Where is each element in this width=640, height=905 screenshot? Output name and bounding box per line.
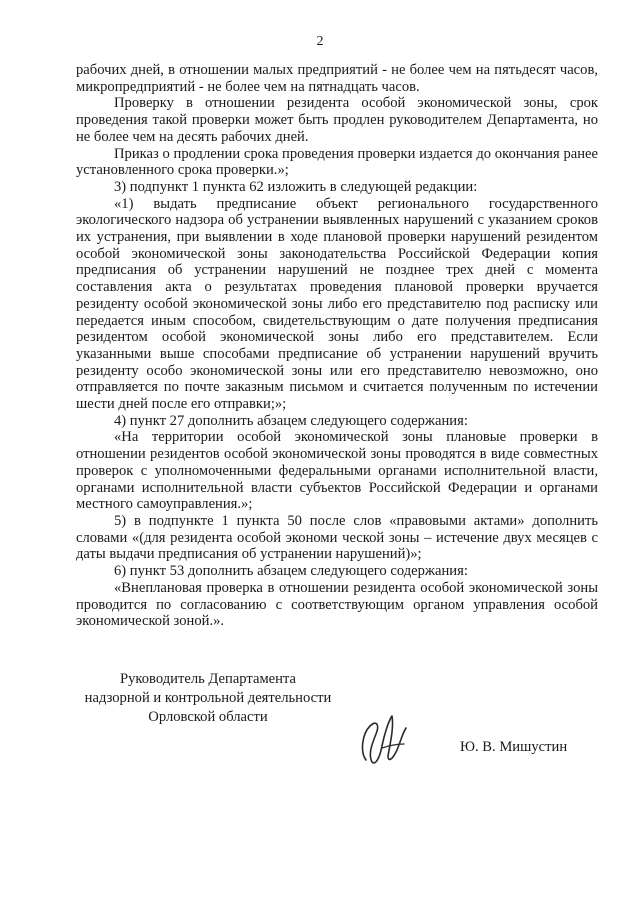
paragraph: рабочих дней, в отношении малых предприятий - не более чем на пятьдесят часов, микропредприятий - не более чем на пятнадцать часов. bbox=[76, 62, 598, 95]
paragraph: 4) пункт 27 дополнить абзацем следующего содержания: bbox=[114, 412, 468, 429]
document-body bbox=[76, 62, 598, 630]
signatory-name: Ю. В. Мишустин bbox=[460, 739, 568, 755]
paragraph: 6) пункт 53 дополнить абзацем следующего содержания: bbox=[114, 563, 468, 580]
paragraph: «Внеплановая проверка в отношении резидента особой экономической зоны проводится по согласованию с соответствующим органом управления особой экономической зоной.». bbox=[76, 579, 598, 630]
paragraph: 3) подпункт 1 пункта 62 изложить в следующей редакции: bbox=[114, 178, 478, 195]
paragraph: Приказ о продлении срока проведения проверки издается до окончания ранее установленного срока проверки.»; bbox=[76, 145, 598, 179]
signatory-title bbox=[58, 670, 358, 727]
paragraph: «На территории особой экономической зоны плановые проверки в отношении резидентов особой экономической зоны проводятся в виде совместных проверок с уполномоченными федеральными органами исполнительной власти, органами исполнительной власти субъектов Российской Федерации и органами местного самоуправления.»; bbox=[76, 429, 598, 513]
signature-block bbox=[0, 670, 640, 790]
page-number: 2 bbox=[316, 34, 324, 49]
signatory-title-line: Руководитель Департамента bbox=[120, 671, 296, 687]
signatory-title-line: надзорной и контрольной деятельности bbox=[84, 690, 332, 706]
paragraph: 5) в подпункте 1 пункта 50 после слов «правовыми актами» дополнить словами «(для резидента особой экономи ческой зоны – истечение двух месяцев с даты выдачи предписания об устранении нарушений)»; bbox=[76, 512, 598, 563]
paragraph: Проверку в отношении резидента особой экономической зоны, срок проведения такой проверки может быть продлен руководителем Департамента, но не более чем на десять рабочих дней. bbox=[76, 95, 598, 145]
handwritten-signature bbox=[352, 704, 414, 774]
paragraph: «1) выдать предписание объект регионального государственного экологического надзора об устранении выявленных нарушений с указанием сроков их устранения, при выявлении в ходе плановой проверки нарушений резидентом особой экономической зоны законодательства Российской Федерации копия предписания об устранении нарушений не позднее трех дней с момента составления акта о результатах проведения плановой проверки вручается резиденту особой экономической зоны либо его представителю под расписку или передается иным способом, свидетельствующим о дате получения предписания резидентом особой экономической зоны либо его представителем. Если указанными выше способами предписание об устранении нарушений вручить резиденту особо экономической зоны или его представителю невозможно, оно отправляется по почте заказным письмом и считается полученным по истечении шести дней после его отправки;»; bbox=[76, 195, 598, 413]
signatory-title-line: Орловской области bbox=[148, 709, 268, 725]
